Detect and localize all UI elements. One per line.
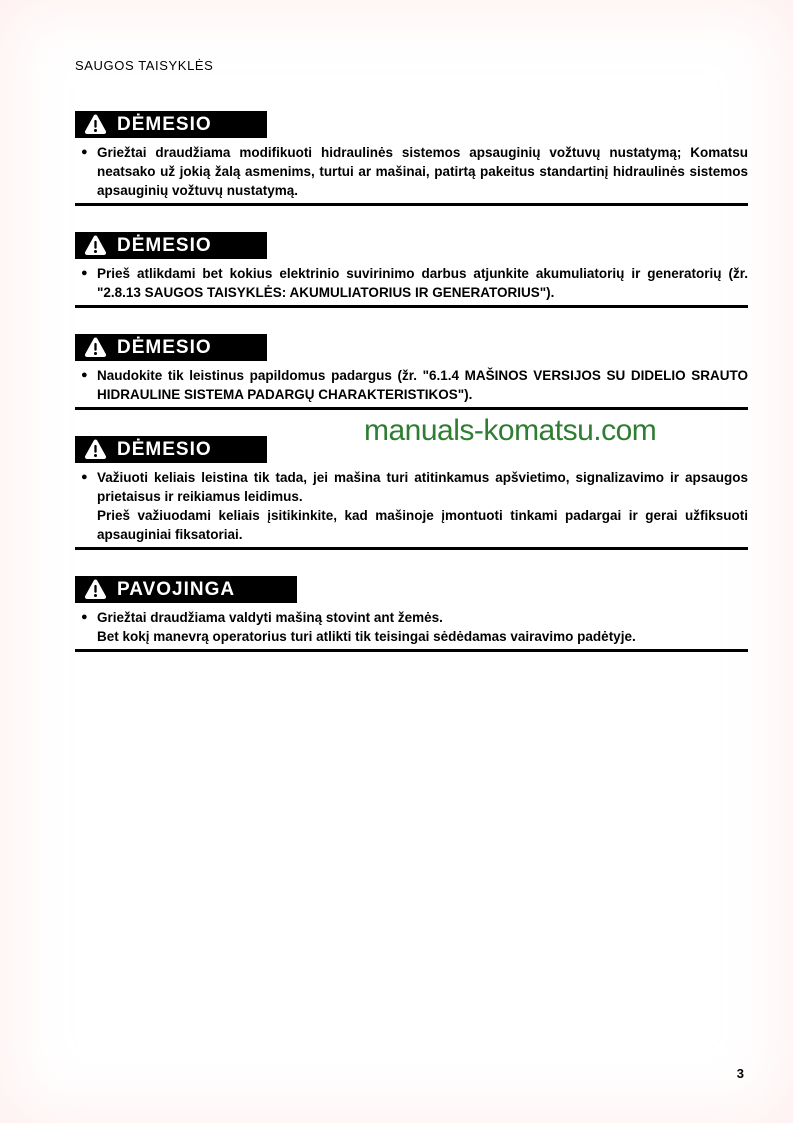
page-title: SAUGOS TAISYKLĖS [75,58,214,73]
warning-block-5 [75,576,748,652]
warning-header [75,111,267,138]
section-divider [75,305,748,308]
warning-bullet-item [81,143,748,200]
warning-text: Griežtai draudžiama valdyti mašiną stovint ant žemės. [97,610,443,625]
bullet-dot-icon: ● [81,369,88,381]
section-divider [75,203,748,206]
section-divider [75,547,748,550]
warning-block-1 [75,111,748,206]
warning-triangle-icon [84,235,107,256]
warning-text: Griežtai draudžiama modifikuoti hidraulinės sistemos apsauginių vožtuvų nustatymą; Komatsu neatsako už jokią žalą asmenims, turtui ar mašinai, patirtą pakeitus standartinį hidraulinės sistemos apsauginių vožtuvų nustatymą. [97,145,748,198]
warning-label: DĖMESIO [117,113,212,135]
warning-bullet-item [81,264,748,302]
bullet-dot-icon: ● [81,471,88,483]
warning-text: Prieš atlikdami bet kokius elektrinio suvirinimo darbus atjunkite akumuliatorių ir generatorių (žr. "2.8.13 SAUGOS TAISYKLĖS: AKUMULIATORIUS IR GENERATORIUS"). [97,266,748,300]
warning-header [75,334,267,361]
warning-bullet-item [81,366,748,404]
section-divider [75,407,748,410]
warning-block-2 [75,232,748,308]
bullet-dot-icon: ● [81,146,88,158]
warning-block-4 [75,436,748,550]
warning-text: Naudokite tik leistinus papildomus padargus (žr. "6.1.4 MAŠINOS VERSIJOS SU DIDELIO SRAUTO HIDRAULINE SISTEMA PADARGŲ CHARAKTERISTIKOS"). [97,368,748,402]
warning-header [75,232,267,259]
warning-triangle-icon [84,439,107,460]
section-divider [75,649,748,652]
warning-text: Prieš važiuodami keliais įsitikinkite, kad mašinoje įmontuoti tinkami padargai ir gerai užfiksuoti apsauginiai fiksatoriai. [97,508,748,542]
bullet-dot-icon: ● [81,611,88,623]
warning-text: Bet kokį manevrą operatorius turi atlikti tik teisingai sėdėdamas vairavimo padėtyje. [97,629,636,644]
warning-bullet-item [81,608,748,646]
warning-label: DĖMESIO [117,438,212,460]
warning-block-3 [75,334,748,410]
danger-label: PAVOJINGA [117,578,236,600]
warning-bullet-item [81,468,748,544]
danger-header [75,576,297,603]
warning-triangle-icon [84,337,107,358]
warning-header [75,436,267,463]
watermark-text: manuals-komatsu.com [364,414,657,447]
page-number: 3 [736,1066,744,1081]
warning-label: DĖMESIO [117,234,212,256]
warning-triangle-icon [84,114,107,135]
bullet-dot-icon: ● [81,267,88,279]
warning-text: Važiuoti keliais leistina tik tada, jei mašina turi atitinkamus apšvietimo, signalizavimo ir apsaugos prietaisus ir reikiamus leidimus. [97,470,748,504]
warning-triangle-icon [84,579,107,600]
warning-label: DĖMESIO [117,336,212,358]
